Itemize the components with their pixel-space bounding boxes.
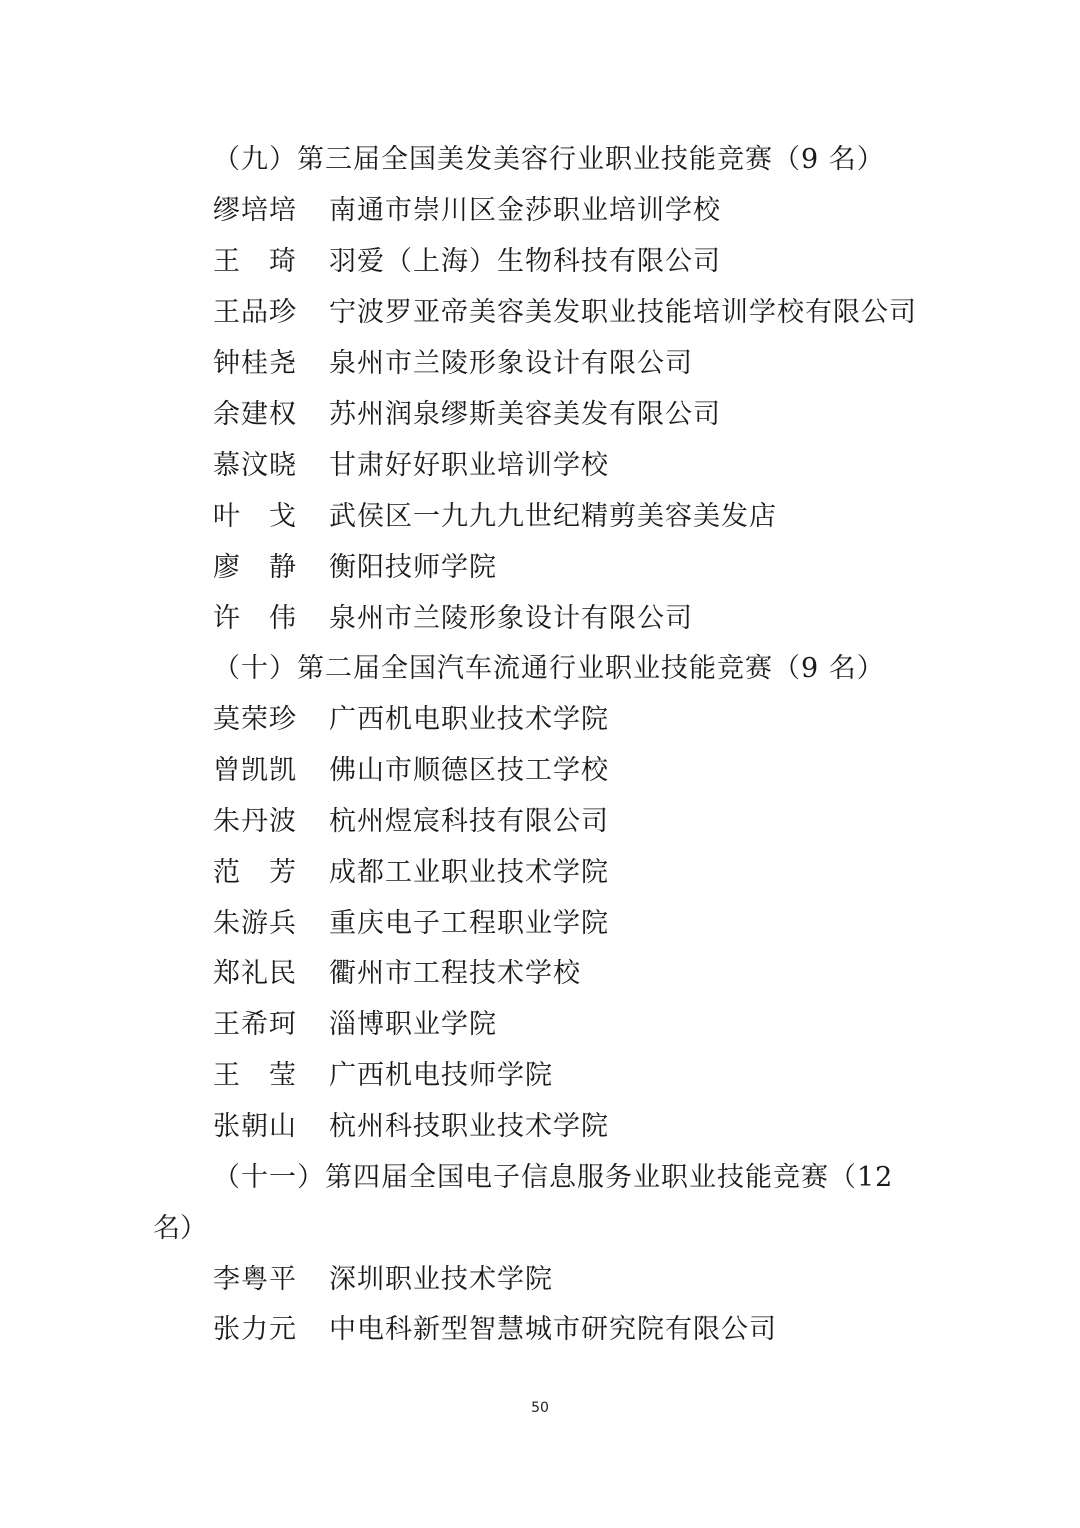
winner-organization: 成都工业职业技术学院 [329, 857, 609, 888]
winner-name: 朱游兵 [213, 908, 297, 939]
winner-name: 郑礼民 [213, 958, 297, 989]
winner-organization: 羽爱（上海）生物科技有限公司 [329, 246, 721, 277]
winner-name: 李粤平 [213, 1264, 297, 1295]
winner-name: 范 芳 [213, 857, 297, 888]
section-heading-11-continuation: 名） [153, 1213, 207, 1244]
winner-organization: 甘肃好好职业培训学校 [329, 450, 609, 481]
winner-name: 许 伟 [213, 603, 297, 634]
winner-name: 曾凯凯 [213, 755, 297, 786]
winner-organization: 南通市崇川区金莎职业培训学校 [329, 195, 721, 226]
section-heading-11: （十一）第四届全国电子信息服务业职业技能竞赛（12 [213, 1162, 894, 1193]
winner-organization: 重庆电子工程职业学院 [329, 908, 609, 939]
winner-name: 余建权 [213, 399, 297, 430]
winner-name: 钟桂尧 [213, 348, 297, 379]
winner-organization: 中电科新型智慧城市研究院有限公司 [329, 1314, 777, 1345]
winner-name: 王希珂 [213, 1009, 297, 1040]
winner-organization: 杭州煜宸科技有限公司 [329, 806, 609, 837]
page-number: 50 [531, 1400, 549, 1416]
winner-organization: 佛山市顺德区技工学校 [329, 755, 609, 786]
winner-organization: 衢州市工程技术学校 [329, 958, 581, 989]
winner-organization: 淄博职业学院 [329, 1009, 497, 1040]
winner-organization: 广西机电职业技术学院 [329, 704, 609, 735]
winner-name: 莫荣珍 [213, 704, 297, 735]
winner-name: 王品珍 [213, 297, 297, 328]
winner-name: 缪培培 [213, 195, 297, 226]
winner-name: 朱丹波 [213, 806, 297, 837]
winner-organization: 泉州市兰陵形象设计有限公司 [329, 348, 693, 379]
winner-name: 慕汶晓 [213, 450, 297, 481]
winner-name: 张力元 [213, 1314, 297, 1345]
winner-organization: 衡阳技师学院 [329, 552, 497, 583]
winner-name: 张朝山 [213, 1111, 297, 1142]
winner-organization: 苏州润泉缪斯美容美发有限公司 [329, 399, 721, 430]
section-heading-9: （九）第三届全国美发美容行业职业技能竞赛（9 名） [213, 144, 885, 175]
winner-organization: 武侯区一九九九世纪精剪美容美发店 [329, 501, 777, 532]
winner-name: 廖 静 [213, 552, 297, 583]
winner-organization: 宁波罗亚帝美容美发职业技能培训学校有限公司 [329, 297, 917, 328]
winner-organization: 杭州科技职业技术学院 [329, 1111, 609, 1142]
winner-organization: 泉州市兰陵形象设计有限公司 [329, 603, 693, 634]
winner-name: 王 琦 [213, 246, 297, 277]
winner-name: 王 莹 [213, 1060, 297, 1091]
section-heading-10: （十）第二届全国汽车流通行业职业技能竞赛（9 名） [213, 653, 885, 684]
winner-organization: 广西机电技师学院 [329, 1060, 553, 1091]
winner-organization: 深圳职业技术学院 [329, 1264, 553, 1295]
winner-name: 叶 戈 [213, 501, 297, 532]
